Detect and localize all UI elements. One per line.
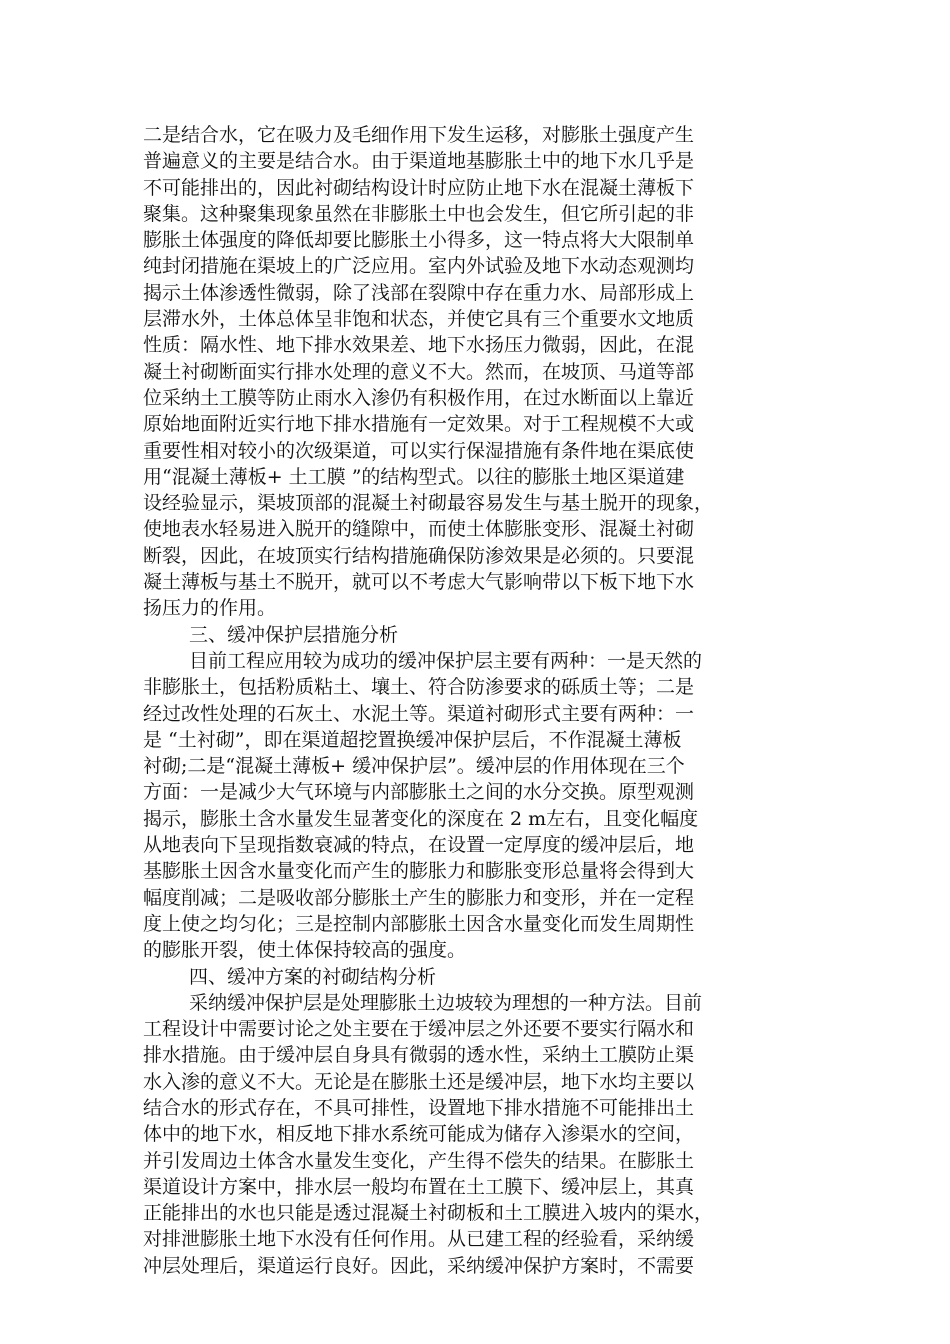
text-line: 用“混凝土薄板+ 土工膜 ”的结构型式。以往的膨胀土地区渠道建 [143, 465, 685, 488]
text-line: 非膨胀土，包括粉质粘土、壤土、符合防渗要求的砾质土等；二是 [143, 676, 695, 699]
text-line: 普遍意义的主要是结合水。由于渠道地基膨胀土中的地下水几乎是 [143, 150, 695, 173]
text-line: 对排泄膨胀土地下水没有任何作用。从已建工程的经验看，采纳缓 [143, 1228, 695, 1251]
text-line: 纯封闭措施在渠坡上的广泛应用。室内外试验及地下水动态观测均 [143, 255, 695, 278]
text-line: 膨胀土体强度的降低却要比膨胀土小得多，这一特点将大大限制单 [143, 229, 695, 252]
text-line: 工程设计中需要讨论之处主要在于缓冲层之外还要不要实行隔水和 [143, 1018, 695, 1041]
text-line: 层滞水外，土体总体呈非饱和状态，并使它具有三个重要水文地质 [143, 308, 695, 331]
text-line: 使地表水轻易进入脱开的缝隙中，而使土体膨胀变形、混凝土衬砌 [143, 518, 695, 541]
text-line: 幅度削减；二是吸收部分膨胀土产生的膨胀力和变形，并在一定程 [143, 886, 695, 909]
text-line: 结合水的形式存在，不具可排性，设置地下排水措施不可能排出土 [143, 1096, 695, 1119]
text-line: 设经验显示，渠坡顶部的混凝土衬砌最容易发生与基土脱开的现象， [143, 492, 714, 515]
text-line: 体中的地下水，相反地下排水系统可能成为储存入渗渠水的空间， [143, 1123, 695, 1146]
text-line: 聚集。这种聚集现象虽然在非膨胀土中也会发生，但它所引起的非 [143, 202, 695, 225]
text-line: 基膨胀土因含水量变化而产生的膨胀力和膨胀变形总量将会得到大 [143, 860, 695, 883]
text-line: 性质：隔水性、地下排水效果差、地下水扬压力微弱，因此，在混 [143, 334, 695, 357]
text-line: 方面：一是减少大气环境与内部膨胀土之间的水分交换。原型观测 [143, 781, 695, 804]
text-line: 四、缓冲方案的衬砌结构分析 [189, 965, 437, 988]
text-line: 渠道设计方案中，排水层一般均布置在土工膜下、缓冲层上，其真 [143, 1175, 695, 1198]
text-line: 经过改性处理的石灰土、水泥土等。渠道衬砌形式主要有两种：一 [143, 702, 695, 725]
text-line: 揭示土体渗透性微弱，除了浅部在裂隙中存在重力水、局部形成上 [143, 281, 695, 304]
text-line: 的膨胀开裂，使土体保持较高的强度。 [143, 939, 467, 962]
text-line: 断裂，因此，在坡顶实行结构措施确保防渗效果是必须的。只要混 [143, 544, 695, 567]
text-line: 三、缓冲保护层措施分析 [189, 623, 399, 646]
text-line: 凝土衬砌断面实行排水处理的意义不大。然而，在坡顶、马道等部 [143, 360, 695, 383]
text-line: 从地表向下呈现指数衰减的特点，在设置一定厚度的缓冲层后，地 [143, 834, 695, 857]
text-line: 冲层处理后，渠道运行良好。因此，采纳缓冲保护方案时，不需要 [143, 1254, 695, 1277]
text-line: 度上使之均匀化；三是控制内部膨胀土因含水量变化而发生周期性 [143, 912, 695, 935]
text-line: 揭示，膨胀土含水量发生显著变化的深度在 2 m左右，且变化幅度 [143, 807, 699, 830]
body-text [143, 122, 803, 1279]
text-line: 衬砌;二是“混凝土薄板+ 缓冲保护层”。缓冲层的作用体现在三个 [143, 755, 685, 778]
text-line: 原始地面附近实行地下排水措施有一定效果。对于工程规模不大或 [143, 413, 695, 436]
text-line: 不可能排出的，因此衬砌结构设计时应防止地下水在混凝土薄板下 [143, 176, 695, 199]
text-line: 正能排出的水也只能是透过混凝土衬砌板和土工膜进入坡内的渠水， [143, 1202, 714, 1225]
text-line: 排水措施。由于缓冲层自身具有微弱的透水性，采纳土工膜防止渠 [143, 1044, 695, 1067]
text-line: 是 “土衬砌”，即在渠道超挖置换缓冲保护层后，不作混凝土薄板 [143, 728, 682, 751]
text-line: 采纳缓冲保护层是处理膨胀土边坡较为理想的一种方法。目前 [189, 991, 703, 1014]
text-line: 二是结合水，它在吸力及毛细作用下发生运移，对膨胀土强度产生 [143, 124, 695, 146]
text-line: 扬压力的作用。 [143, 597, 277, 620]
text-line: 重要性相对较小的次级渠道，可以实行保湿措施有条件地在渠底使 [143, 439, 695, 462]
text-line: 位采纳土工膜等防止雨水入渗仍有积极作用，在过水断面以上靠近 [143, 386, 695, 409]
text-line: 并引发周边土体含水量发生变化，产生得不偿失的结果。在膨胀土 [143, 1149, 695, 1172]
text-line: 目前工程应用较为成功的缓冲保护层主要有两种：一是天然的 [189, 649, 703, 672]
text-line: 凝土薄板与基土不脱开，就可以不考虑大气影响带以下板下地下水 [143, 571, 695, 594]
text-line: 水入渗的意义不大。无论是在膨胀土还是缓冲层，地下水均主要以 [143, 1070, 695, 1093]
